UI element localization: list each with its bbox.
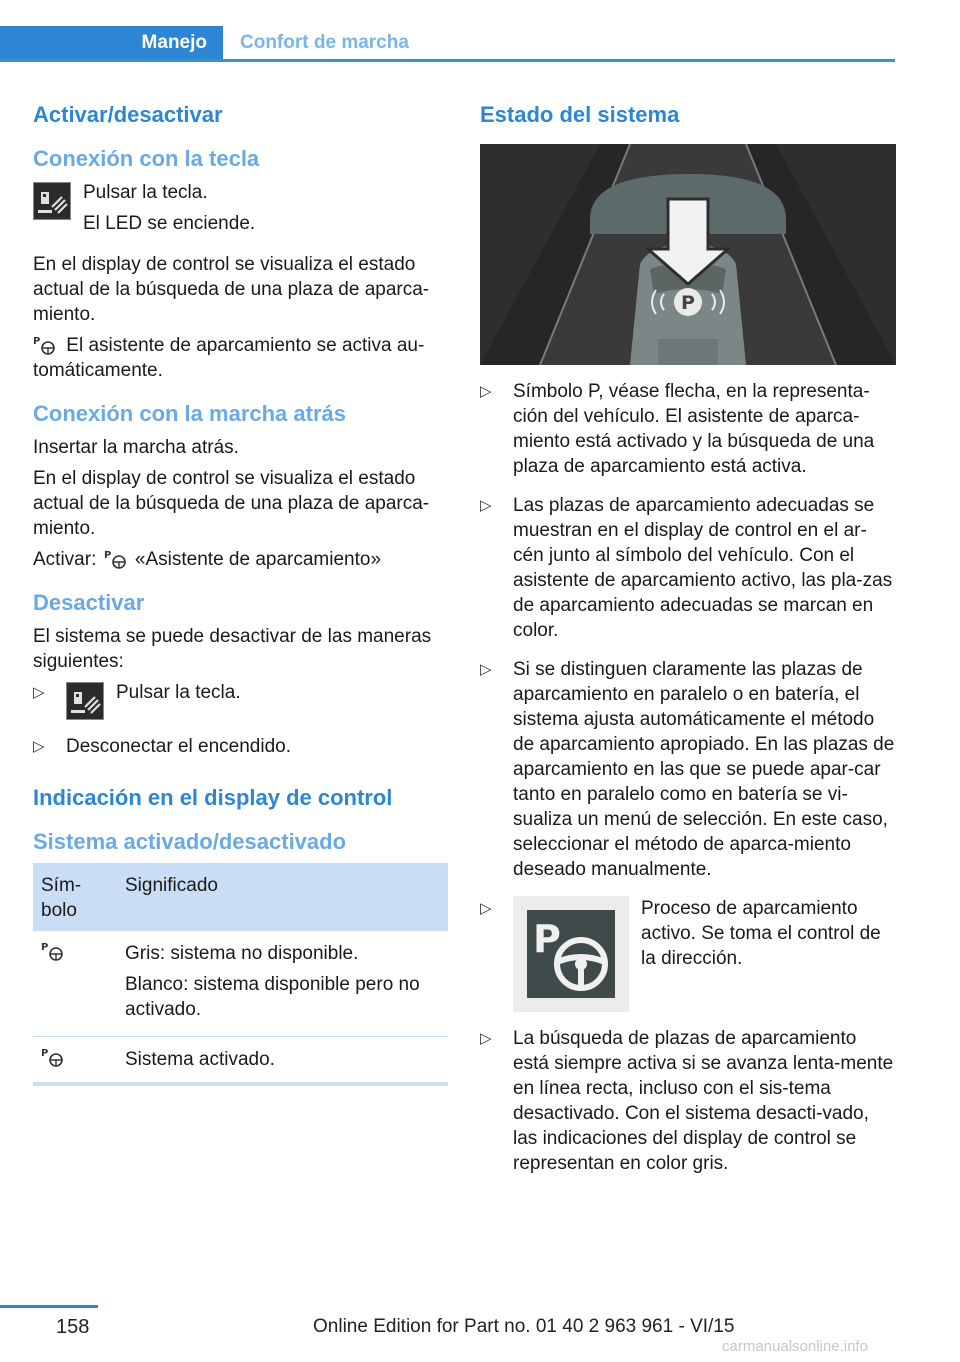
paragraph-insertar: Insertar la marcha atrás. (33, 437, 239, 458)
page-header (0, 26, 895, 62)
vehicle-display-illustration (480, 144, 896, 365)
tecla-line-1: Pulsar la tecla. (83, 182, 208, 203)
tecla-line-2: El LED se enciende. (83, 213, 256, 234)
left-column (33, 100, 448, 1086)
asistente-text: El asistente de aparcamiento se activa au‐tomáticamente. (33, 335, 425, 381)
heading-desactivar: Desactivar (33, 590, 145, 615)
svg-text:P: P (103, 550, 111, 561)
svg-text:P: P (681, 292, 695, 314)
estado-list (480, 379, 896, 1176)
activar-value: «Asistente de aparcamiento» (134, 549, 382, 570)
key-instruction (33, 180, 448, 242)
list-item: ▷ La búsqueda de plazas de aparcamiento está siempre activa si se avanza lenta‐mente en línea recta, incluso con el sis‐tema desactivado. Con el sistema desacti‐vado, las indicaciones del display de control se representan en color gris. (480, 1026, 896, 1176)
page-number: 158 (56, 1316, 90, 1338)
table-header-row (33, 863, 448, 931)
list-item: ▷ Si se distinguen claramente las plazas de aparcamiento en paralelo o en batería, el sistema ajusta automáticamente el método de aparcamiento apropiado. En las plazas de aparcamiento en las que se puede apar‐car tanto en paralelo como en batería se vi‐sualiza un menú de selección. En este caso, seleccionar el método de aparca‐miento deseado manualmente. (480, 657, 896, 882)
watermark: carmanualsonline.info (722, 1338, 868, 1355)
park-steering-icon (33, 335, 61, 355)
paragraph-display: En el display de control se visualiza el estado actual de la búsqueda de una plaza de aparca‐miento. (33, 254, 430, 325)
section-tab-manejo: Manejo (0, 26, 223, 60)
svg-text:P: P (33, 336, 41, 347)
list-item (33, 680, 448, 720)
heading-sistema: Sistema activado/desactivado (33, 829, 347, 854)
paragraph-activar (33, 547, 448, 572)
page-number-rule (0, 1305, 98, 1308)
svg-text:P: ▷ P (533, 917, 561, 961)
heading-estado: Estado del sistema (480, 102, 680, 127)
heading-indicacion: Indicación en el display de control (33, 785, 393, 810)
paragraph-desactivar: El sistema se puede desactivar de las maneras siguientes: (33, 626, 432, 672)
right-column (480, 100, 896, 1190)
svg-text:P: P (41, 942, 49, 953)
park-steering-icon (102, 549, 130, 569)
list-item: ▷ Símbolo P, véase flecha, en la representa‐ción del vehículo. El asistente de aparca‐miento está activado y la búsqueda de una plaza de aparcamiento está activa. (480, 379, 896, 479)
bullet-text: Proceso de aparcamiento activo. Se toma el control de la dirección. (641, 898, 881, 969)
symbol-table (33, 863, 448, 1086)
section-tab-confort: Confort de marcha (240, 32, 409, 53)
activar-label: Activar: (33, 549, 97, 570)
bullet-text: ▷ Pulsar la tecla. (116, 682, 241, 703)
row1-line1: Gris: sistema no disponible. (125, 943, 359, 964)
svg-text:P: P (41, 1048, 49, 1059)
header-rule (0, 59, 895, 62)
parking-steering-control-icon (513, 896, 629, 1012)
list-item: ▷ Las plazas de aparcamiento adecuadas se muestran en el display de control en el ar‐cén junto al símbolo del vehículo. Con el asistente de aparcamiento activo, las pla‐zas de aparcamiento adecuadas se marcan en color. (480, 493, 896, 643)
list-item (480, 896, 896, 1012)
paragraph-asistente (33, 333, 448, 383)
park-assist-button-icon (66, 682, 104, 720)
heading-activar: Activar/desactivar (33, 102, 223, 127)
table-row (33, 1037, 448, 1085)
park-steering-icon (41, 1048, 69, 1072)
park-steering-icon (41, 942, 69, 966)
paragraph-display-2: En el display de control se visualiza el estado actual de la búsqueda de una plaza de aparca‐miento. (33, 468, 430, 539)
table-header-meaning: Significado (125, 875, 218, 896)
edition-note: Online Edition for Part no. 01 40 2 963 961 - VI/15 (313, 1316, 735, 1337)
park-assist-button-icon (33, 182, 71, 220)
table-header-symbol: Sím‐bolo (41, 875, 82, 921)
row1-line2: Blanco: sistema disponible pero no activado. (125, 974, 420, 1020)
heading-marcha: Conexión con la marcha atrás (33, 401, 346, 426)
table-row (33, 931, 448, 1037)
list-item: ▷ Desconectar el encendido. (33, 734, 448, 759)
row2-text: Sistema activado. (125, 1049, 275, 1070)
desactivar-list (33, 680, 448, 759)
heading-tecla: Conexión con la tecla (33, 146, 260, 171)
